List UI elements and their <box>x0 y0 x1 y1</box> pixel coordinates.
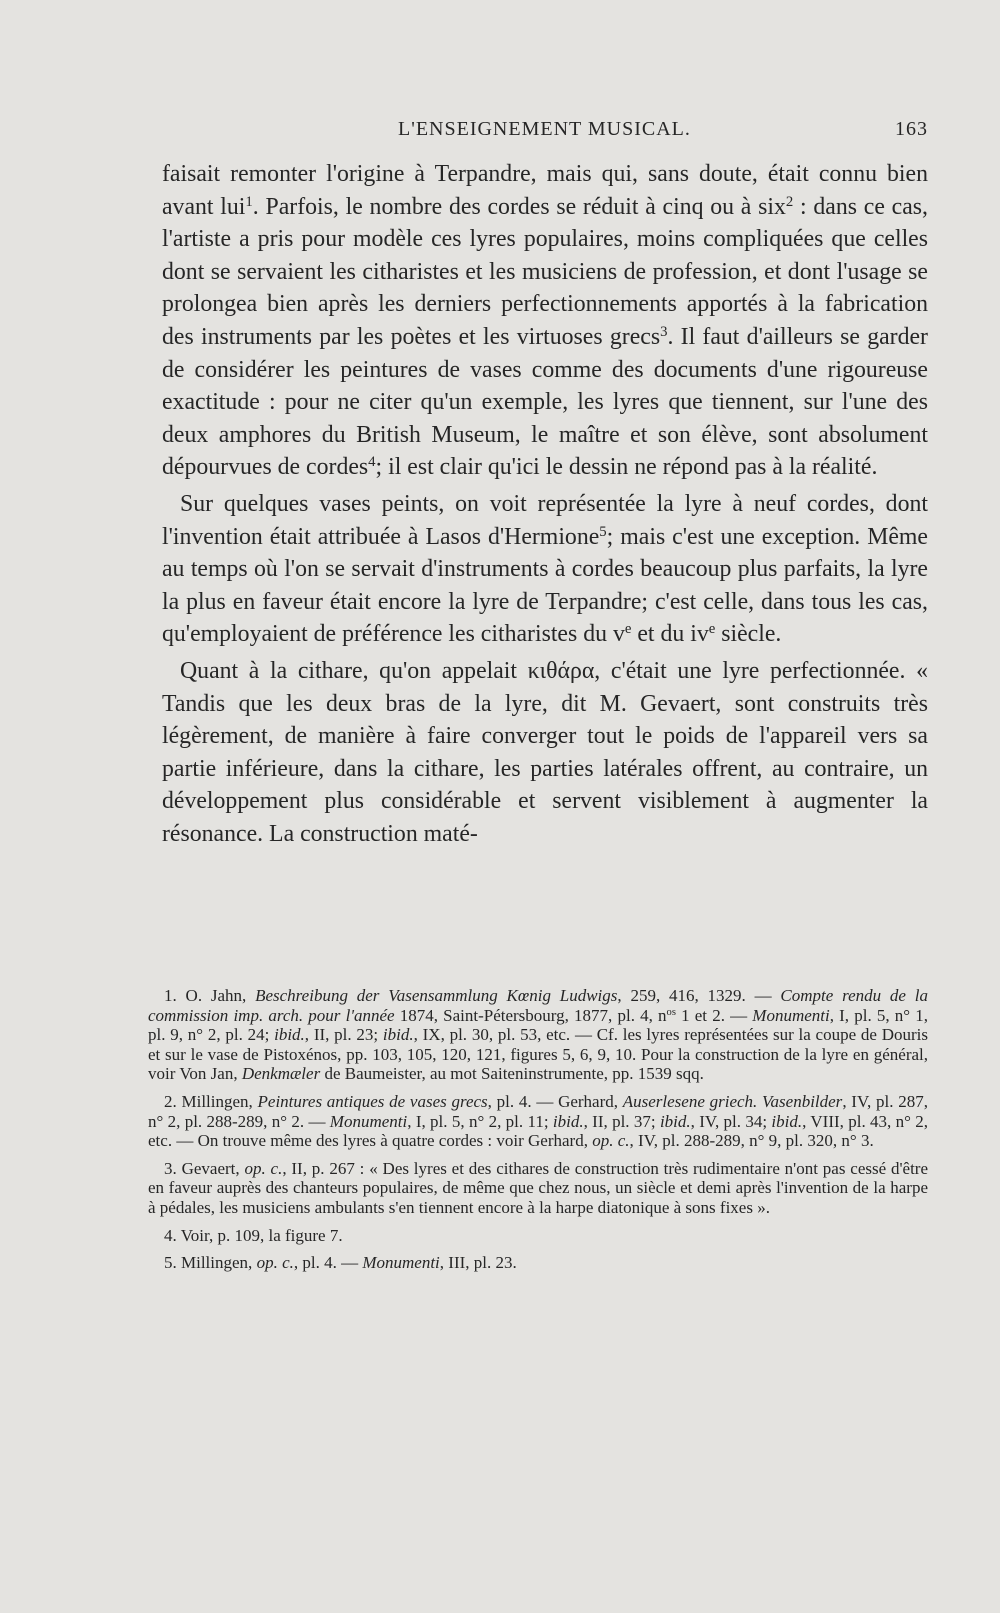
footnote-ref-3: 3 <box>660 323 668 340</box>
paragraph-2: Sur quelques vases peints, on voit représentée la lyre à neuf cordes, dont l'invention était attribuée à Lasos d'Hermione$^5$; mais c'est une exception. Même au temps où l'on se servait d'instruments à cordes beaucoup plus parfaits, la lyre la plus en faveur était encore la lyre de Terpandre; c'est celle, dans tous les cas, qu'employaient de préférence les citharistes du $v^e$ et du $iv^e$ siècle. <box>162 490 928 648</box>
footnote-5: 5. Millingen, op. c., pl. 4. — Monumenti, III, pl. 23. <box>164 1253 517 1273</box>
footnote-1: 1. O. Jahn, Beschreibung der Vasensammlung Kœnig Ludwigs, 259, 416, 1329. — Compte rendu de la commission imp. arch. pour l'année 1874, Saint-Pétersbourg, 1877, pl. 4, $n^{os}$ 1 et 2. — Monumenti, I, pl. 5, n° 1, pl. 9, n° 2, pl. 24; ibid., II, pl. 23; ibid., IX, pl. 30, pl. 53, etc. — Cf. les lyres représentées sur la coupe de Douris et sur le vase de Pistoxénos, pp. 103, 105, 120, 121, figures 5, 6, 9, 10. Pour la construction de la lyre en général, voir Von Jan, Denkmæler de Baumeister, au mot Saiteninstrumente, pp. 1539 sqq. <box>148 986 929 1084</box>
paragraph-3: Quant à la cithare, qu'on appelait κιθάρα, c'était une lyre perfectionnée. « Tandis que les deux bras de la lyre, dit M. Gevaert, sont construits très légèrement, de manière à faire converger tout le poids de l'appareil vers sa partie inférieure, dans la cithare, les parties latérales offrent, au contraire, un développement plus considérable et servent visiblement à augmenter la résonance. La construction maté- <box>162 657 928 847</box>
paragraph-1: faisait remonter l'origine à Terpandre, mais qui, sans doute, était connu bien avant lui$^1$. Parfois, le nombre des cordes se réduit à cinq ou à six$^2$ : dans ce cas, l'artiste a pris pour modèle ces lyres populaires, moins compliquées que celles dont se servaient les citharistes et les musiciens de profession, et dont l'usage se prolongea bien après les derniers perfectionnements apportés à la fabrication des instruments par les poètes et les virtuoses grecs$^3$. Il faut d'ailleurs se garder de considérer les peintures de vases comme des documents d'une rigoureuse exactitude : pour ne citer qu'un exemple, les lyres que tiennent, sur l'une des deux amphores du British Museum, le maître et son élève, sont absolument dépourvues de cordes$^4$; il est clair qu'ici le dessin ne répond pas à la réalité. <box>162 161 928 481</box>
main-text <box>162 158 928 850</box>
page-header <box>162 118 928 150</box>
footnote-ref-5: 5 <box>599 523 607 540</box>
footnote-ref-1: 1 <box>245 193 253 210</box>
footnote-3: 3. Gevaert, op. c., II, p. 267 : « Des lyres et des cithares de construction très rudimentaire n'ont pas cessé d'être en faveur auprès des chanteurs populaires, de même que chez nous, un siècle et demi après l'invention de la harpe à pédales, les musiciens ambulants s'en tiennent encore à la harpe diatonique à sons fixes ». <box>148 1158 929 1217</box>
page-number: 163 <box>895 118 928 140</box>
footnote-2: 2. Millingen, Peintures antiques de vases grecs, pl. 4. — Gerhard, Auserlesene griech. Vasenbilder, IV, pl. 287, n° 2, pl. 288-289, n° 2. — Monumenti, I, pl. 5, n° 2, pl. 11; ibid., II, pl. 37; ibid., IV, pl. 34; ibid., VIII, pl. 43, n° 2, etc. — On trouve même des lyres à quatre cordes : voir Gerhard, op. c., IV, pl. 288-289, n° 9, pl. 320, n° 3. <box>148 1091 928 1151</box>
footnote-ref-4: 4 <box>368 454 376 471</box>
footnote-ref-2: 2 <box>785 193 794 210</box>
footnote-4: 4. Voir, p. 109, la figure 7. <box>164 1225 343 1245</box>
running-title: L'ENSEIGNEMENT MUSICAL. <box>398 118 691 140</box>
footnotes <box>148 986 928 1281</box>
